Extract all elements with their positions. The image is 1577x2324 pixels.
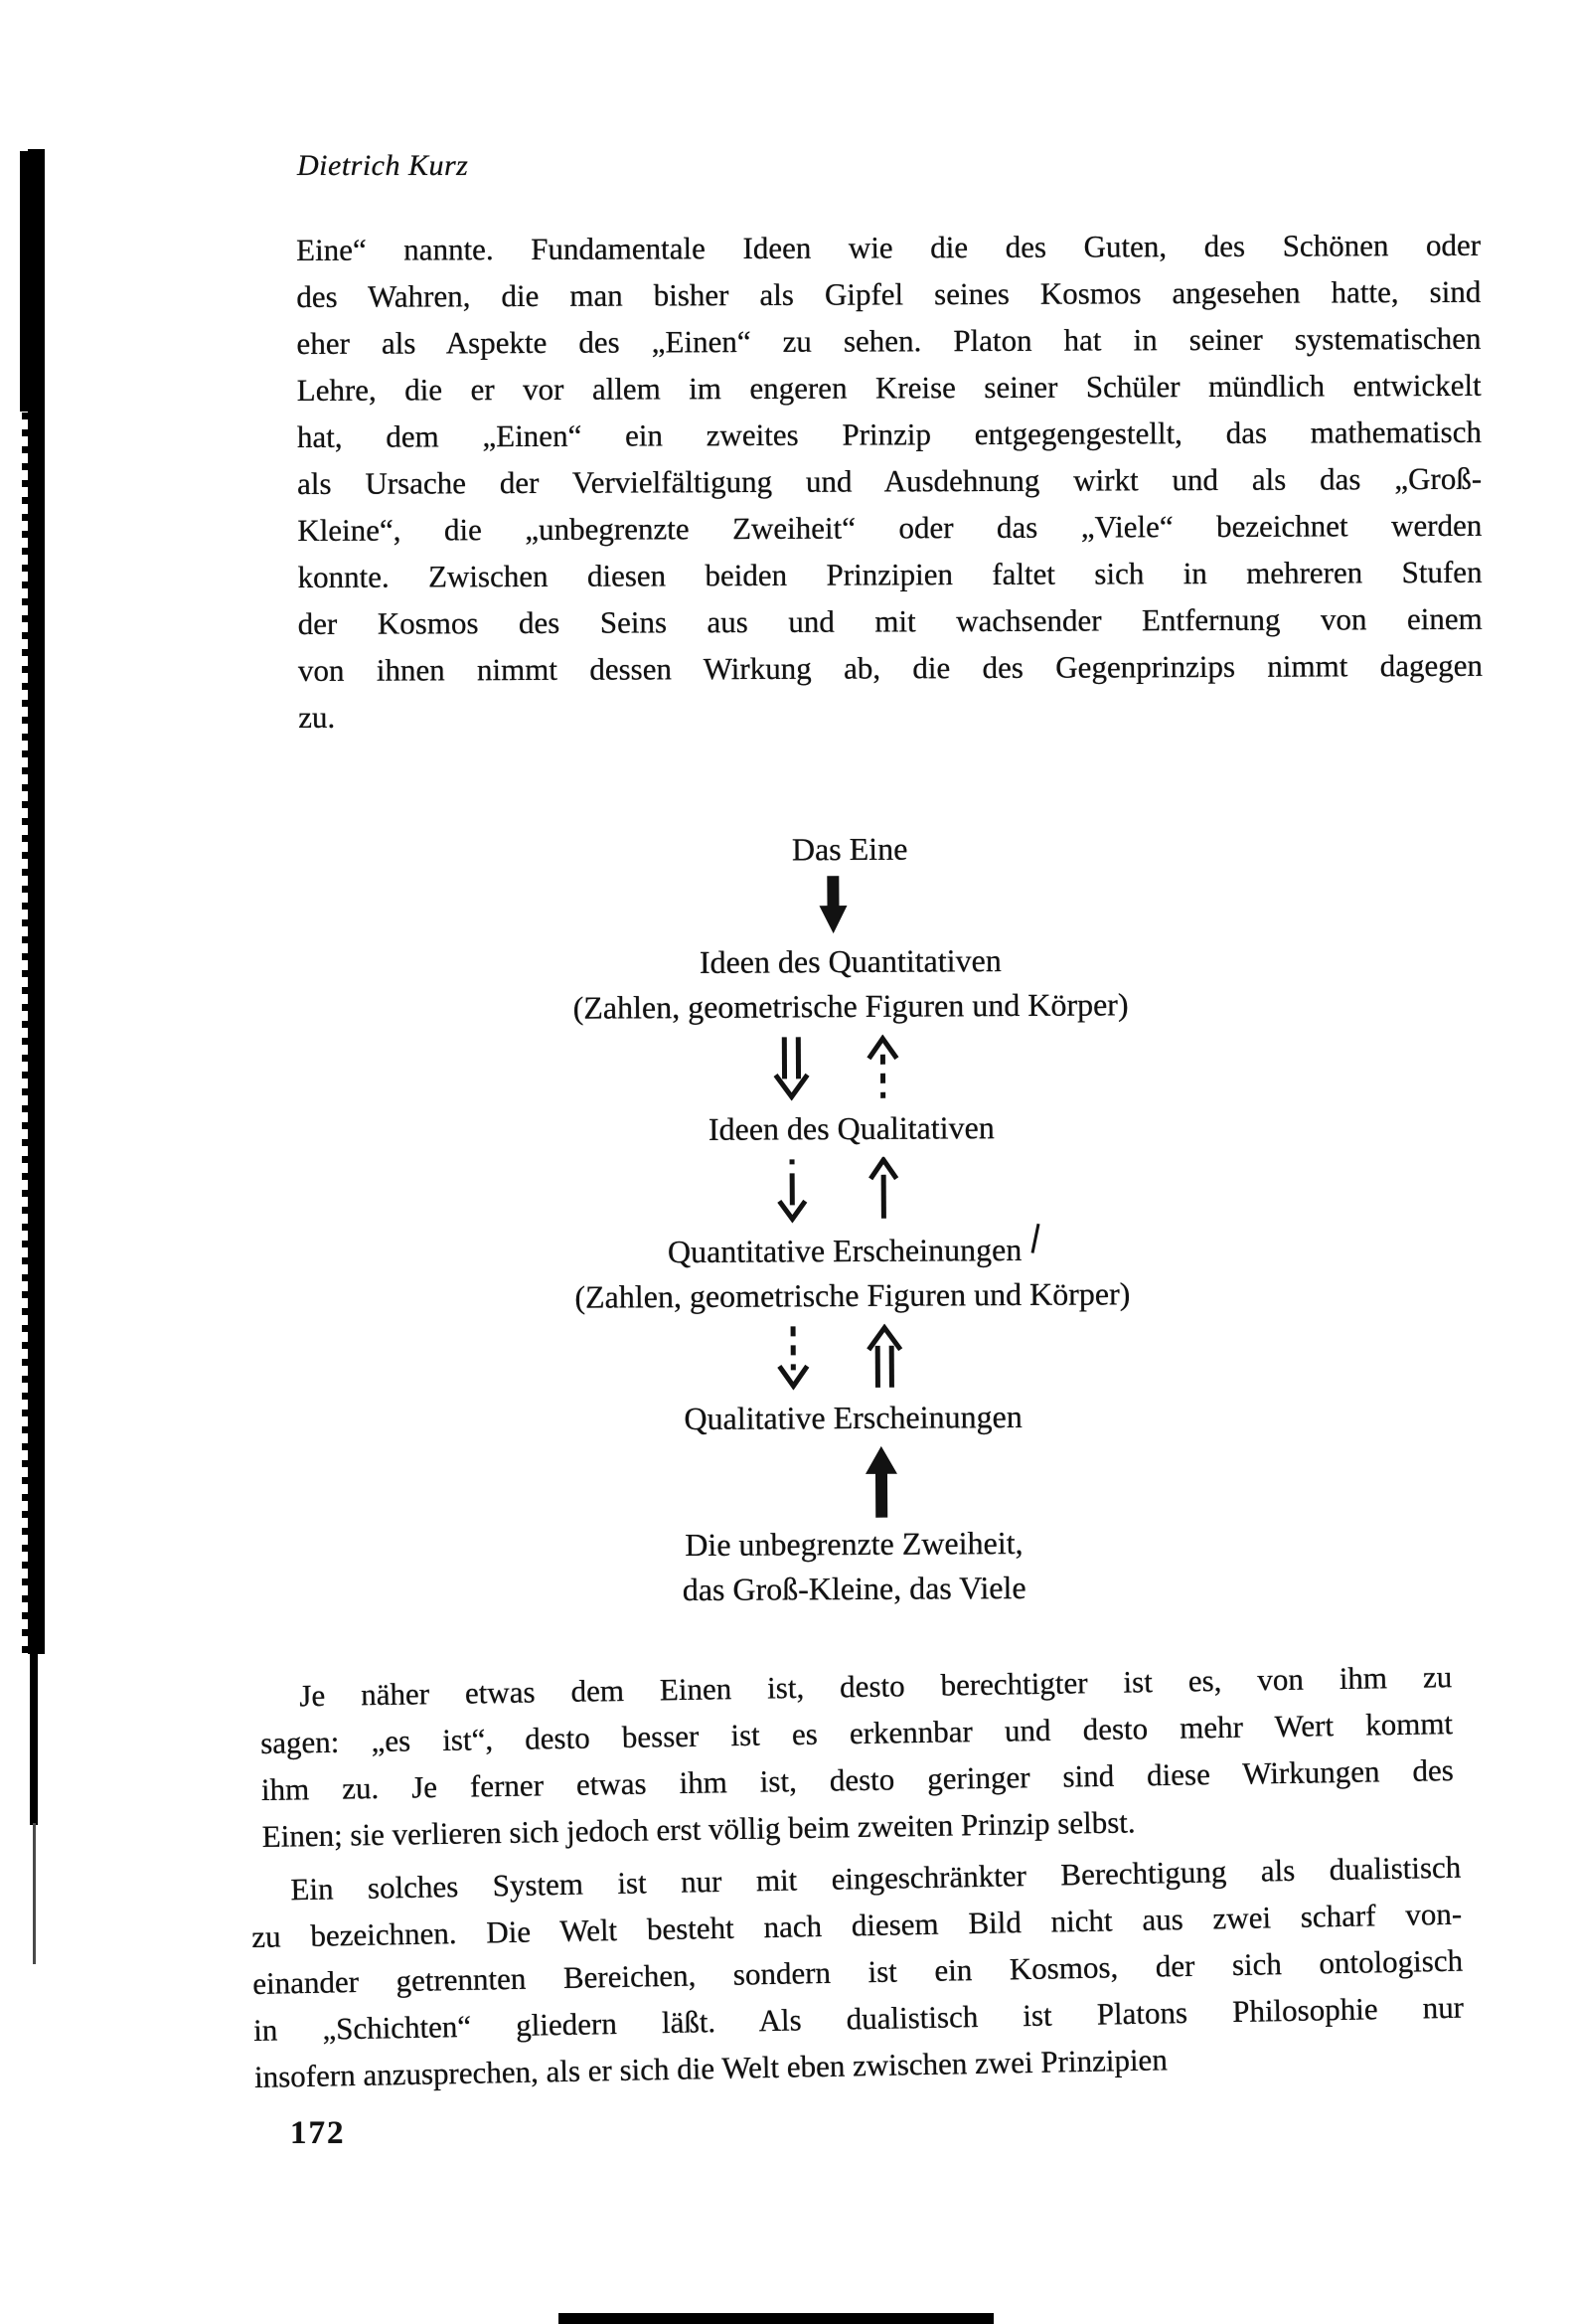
- paragraph-2: [259, 1653, 1455, 1860]
- dashed-down-arrow-icon: [773, 1324, 813, 1390]
- text-line: Einen; sie verlieren sich jedoch erst völlig beim zweiten Prinzip selbst.: [261, 1804, 1136, 1854]
- scan-artifact-left-edge-line: [33, 1823, 36, 1964]
- scan-artifact-left-edge-bar: [28, 149, 45, 1654]
- diagram-label: Qualitative Erscheinungen: [684, 1398, 1023, 1437]
- text-line: Ein solches System ist nur mit eingeschränkter Berechtigung als dualistisch: [290, 1849, 1462, 1908]
- scan-artifact-bottom-bar: [558, 2313, 994, 2324]
- scan-artifact-left-edge-rough: [22, 328, 29, 1660]
- diagram-label: Ideen des Quantitativen: [699, 942, 1002, 980]
- stray-scan-mark: [1030, 1224, 1039, 1253]
- paragraph-1: [296, 222, 1483, 741]
- text-line: des Wahren, die man bisher als Gipfel seines Kosmos angesehen hatte, sind: [296, 273, 1482, 314]
- text-line: Je näher etwas dem Einen ist, desto berechtigter ist es, von ihm zu: [299, 1659, 1453, 1714]
- text-line: eher als Aspekte des „Einen“ zu sehen. Platon hat in seiner systematischen: [296, 320, 1482, 361]
- thick-down-arrow-icon: [813, 876, 853, 933]
- text-line: ihm zu. Je ferner etwas ihm ist, desto geringer sind diese Wirkungen des: [260, 1752, 1455, 1807]
- text-line: in „Schichten“ gliedern läßt. Als dualistisch ist Platons Philosophie nur: [252, 1989, 1465, 2048]
- text-line: als Ursache der Vervielfältigung und Ausdehnung wirkt und als das „Groß-: [297, 460, 1483, 501]
- diagram-arrow-row: [280, 1442, 1483, 1521]
- text-line: einander getrennten Bereichen, sondern ist ein Kosmos, der sich ontologisch: [251, 1942, 1464, 2001]
- diagram-arrow-row: [236, 1031, 1438, 1103]
- thin-down-arrow-icon: [772, 1157, 812, 1223]
- text-line: Lehre, die er vor allem im engeren Kreise seiner Schüler mündlich entwickelt: [296, 367, 1482, 408]
- diagram-arrow-row: [232, 872, 1434, 936]
- dashed-up-arrow-icon: [863, 1035, 902, 1100]
- text-line: insofern anzusprechen, als er sich die Welt eben zwischen zwei Prinzipien: [253, 2042, 1169, 2094]
- text-line: Kleine“, die „unbegrenzte Zweiheit“ oder das „Viele“ bezeichnet werden: [297, 507, 1483, 548]
- diagram: [248, 823, 1456, 1614]
- text-line: konnte. Zwischen diesen beiden Prinzipien faltet sich in mehreren Stufen: [297, 554, 1483, 594]
- text-line: Eine“ nannte. Fundamentale Ideen wie die des Guten, des Schönen oder: [296, 227, 1482, 267]
- author-byline: Dietrich Kurz: [297, 149, 469, 182]
- diagram-label: Das Eine: [791, 830, 908, 868]
- text-line: zu.: [298, 699, 336, 735]
- diagram-label: Ideen des Qualitativen: [708, 1109, 995, 1147]
- thick-up-arrow-icon: [862, 1446, 901, 1518]
- text-line: von ihnen nimmt dessen Wirkung ab, die des Gegenprinzips nimmt dagegen: [297, 647, 1484, 688]
- scan-artifact-left-edge-tail: [30, 1652, 38, 1825]
- paragraph-3: [250, 1844, 1465, 2100]
- thin-up-arrow-icon: [864, 1157, 903, 1223]
- text-line: sagen: „es ist“, desto besser ist es erkennbar und desto mehr Wert kommt: [259, 1706, 1454, 1760]
- diagram-label: (Zahlen, geometrische Figuren und Körper): [574, 1275, 1131, 1315]
- double-up-arrow-icon: [865, 1324, 904, 1390]
- diagram-arrow-row: [237, 1153, 1439, 1226]
- diagram-arrow-row: [237, 1320, 1440, 1393]
- text-line: hat, dem „Einen“ ein zweites Prinzip entgegengestellt, das mathematisch: [296, 414, 1482, 454]
- page-number: 172: [290, 2115, 346, 2151]
- diagram-label: das Groß-Kleine, das Viele: [682, 1569, 1026, 1608]
- double-down-arrow-icon: [771, 1035, 811, 1100]
- text-line: der Kosmos des Seins aus und mit wachsender Entfernung von einem: [297, 600, 1483, 641]
- diagram-label: Die unbegrenzte Zweiheit,: [685, 1524, 1024, 1564]
- text-line: zu bezeichnen. Die Welt besteht nach diesem Bild nicht aus zwei scharf von-: [251, 1896, 1463, 1954]
- diagram-label: Quantitative Erscheinungen: [250, 1225, 1453, 1276]
- diagram-label: (Zahlen, geometrische Figuren und Körper): [572, 986, 1129, 1026]
